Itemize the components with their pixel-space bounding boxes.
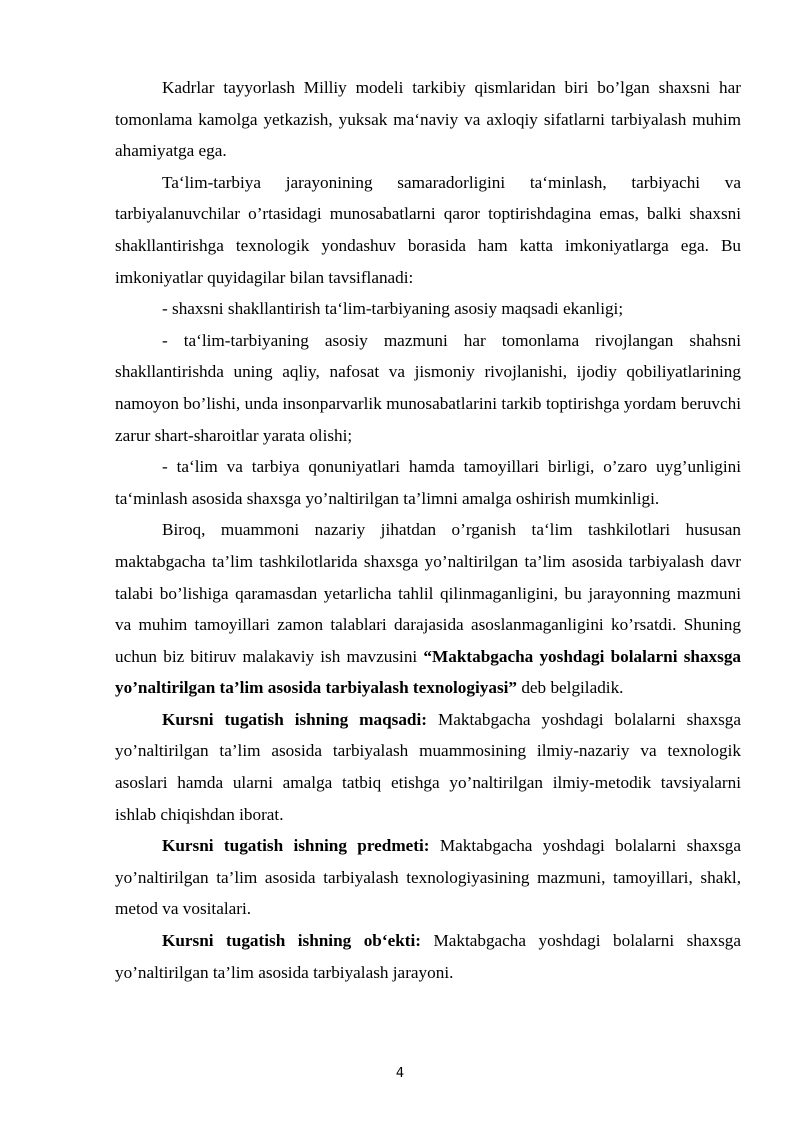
list-item-2: - ta‘lim-tarbiyaning asosiy mazmuni har tomonlama rivojlangan shahsni shakllantirishda uning aqliy, nafosat va jismoniy rivojlanishi, ijodiy qobiliyatlarining namoyon bo’lishi, unda insonparvarlik munosabatlarini tarkib toptirishga yordam beruvchi zarur shart-sharoitlar yarata olishi; [115, 330, 741, 445]
list-item-1: - shaxsni shakllantirish ta‘lim-tarbiyaning asosiy maqsadi ekanligi; [162, 299, 624, 319]
paragraph-1: Kadrlar tayyorlash Milliy modeli tarkibiy qismlaridan biri bo’lgan shaxsni har tomonlama kamolga yetkazish, yuksak ma‘naviy va axloqiy sifatlarni tarbiyalash muhim ahamiyatga ega. [115, 78, 741, 161]
paragraph-goal [115, 704, 741, 830]
goal-heading: Kursni tugatish ishning maqsadi: [162, 709, 427, 729]
paragraph-topic [115, 514, 741, 704]
paragraph-2: Ta‘lim-tarbiya jarayonining samaradorligini ta‘minlash, tarbiyachi va tarbiyalanuvchilar o’rtasidagi munosabatlarni qaror toptirishdagina emas, balki shaxsni shakllantirishga texnologik yondashuv borasida ham katta imkoniyatlarga ega. Bu imkoniyatlar quyidagilar bilan tavsiflanadi: [115, 172, 741, 287]
paragraph-object [115, 925, 741, 988]
paragraph-topic-tail: deb belgiladik. [517, 678, 624, 698]
subject-heading: Kursni tugatish ishning predmeti: [162, 836, 430, 856]
page-body [115, 72, 741, 988]
thesis-title: “Maktabgacha yoshdagi bolalarni shaxsga yo’naltirilgan ta’lim asosida tarbiyalash texnologiyasi” [115, 646, 742, 698]
object-text: Maktabgacha yoshdagi bolalarni shaxsga yo’naltirilgan ta’lim asosida tarbiyalash jarayoni. [115, 931, 741, 982]
list-item-3: - ta‘lim va tarbiya qonuniyatlari hamda tamoyillari birligi, o’zaro uyg’unligini ta‘minlash asosida shaxsga yo’naltirilgan ta’limni amalga oshirish mumkinligi. [115, 457, 741, 508]
paragraph-topic-text: Biroq, muammoni nazariy jihatdan o’rganish ta‘lim tashkilotlari hususan maktabgacha ta’lim tashkilotlarida shaxsga yo’naltirilgan ta’lim asosida tarbiyalash davr talabi bo’lishiga qaramasdan yetarlicha tahlil qilinmaganligini, bu jarayonning mazmuni va muhim tamoyillari zamon talablari darajasida asoslanmaganligini ko’rsatdi. Shuning uchun biz bitiruv malakaviy ish mavzusini [115, 520, 741, 666]
page-number: 4 [395, 1066, 405, 1081]
paragraph-subject [115, 830, 741, 925]
goal-text: Maktabgacha yoshdagi bolalarni shaxsga yo’naltirilgan ta’lim asosida tarbiyalash muammosining ilmiy-nazariy va texnologik asoslari hamda ularni amalga tatbiq etishga yo’naltirilgan ilmiy-metodik tavsiyalarni ishlab chiqishdan iborat. [115, 709, 741, 824]
object-heading: Kursni tugatish ishning ob‘ekti: [162, 931, 421, 951]
subject-text: Maktabgacha yoshdagi bolalarni shaxsga yo’naltirilgan ta’lim asosida tarbiyalash texnologiyasining mazmuni, tamoyillari, shakl, metod va vositalari. [115, 836, 741, 919]
